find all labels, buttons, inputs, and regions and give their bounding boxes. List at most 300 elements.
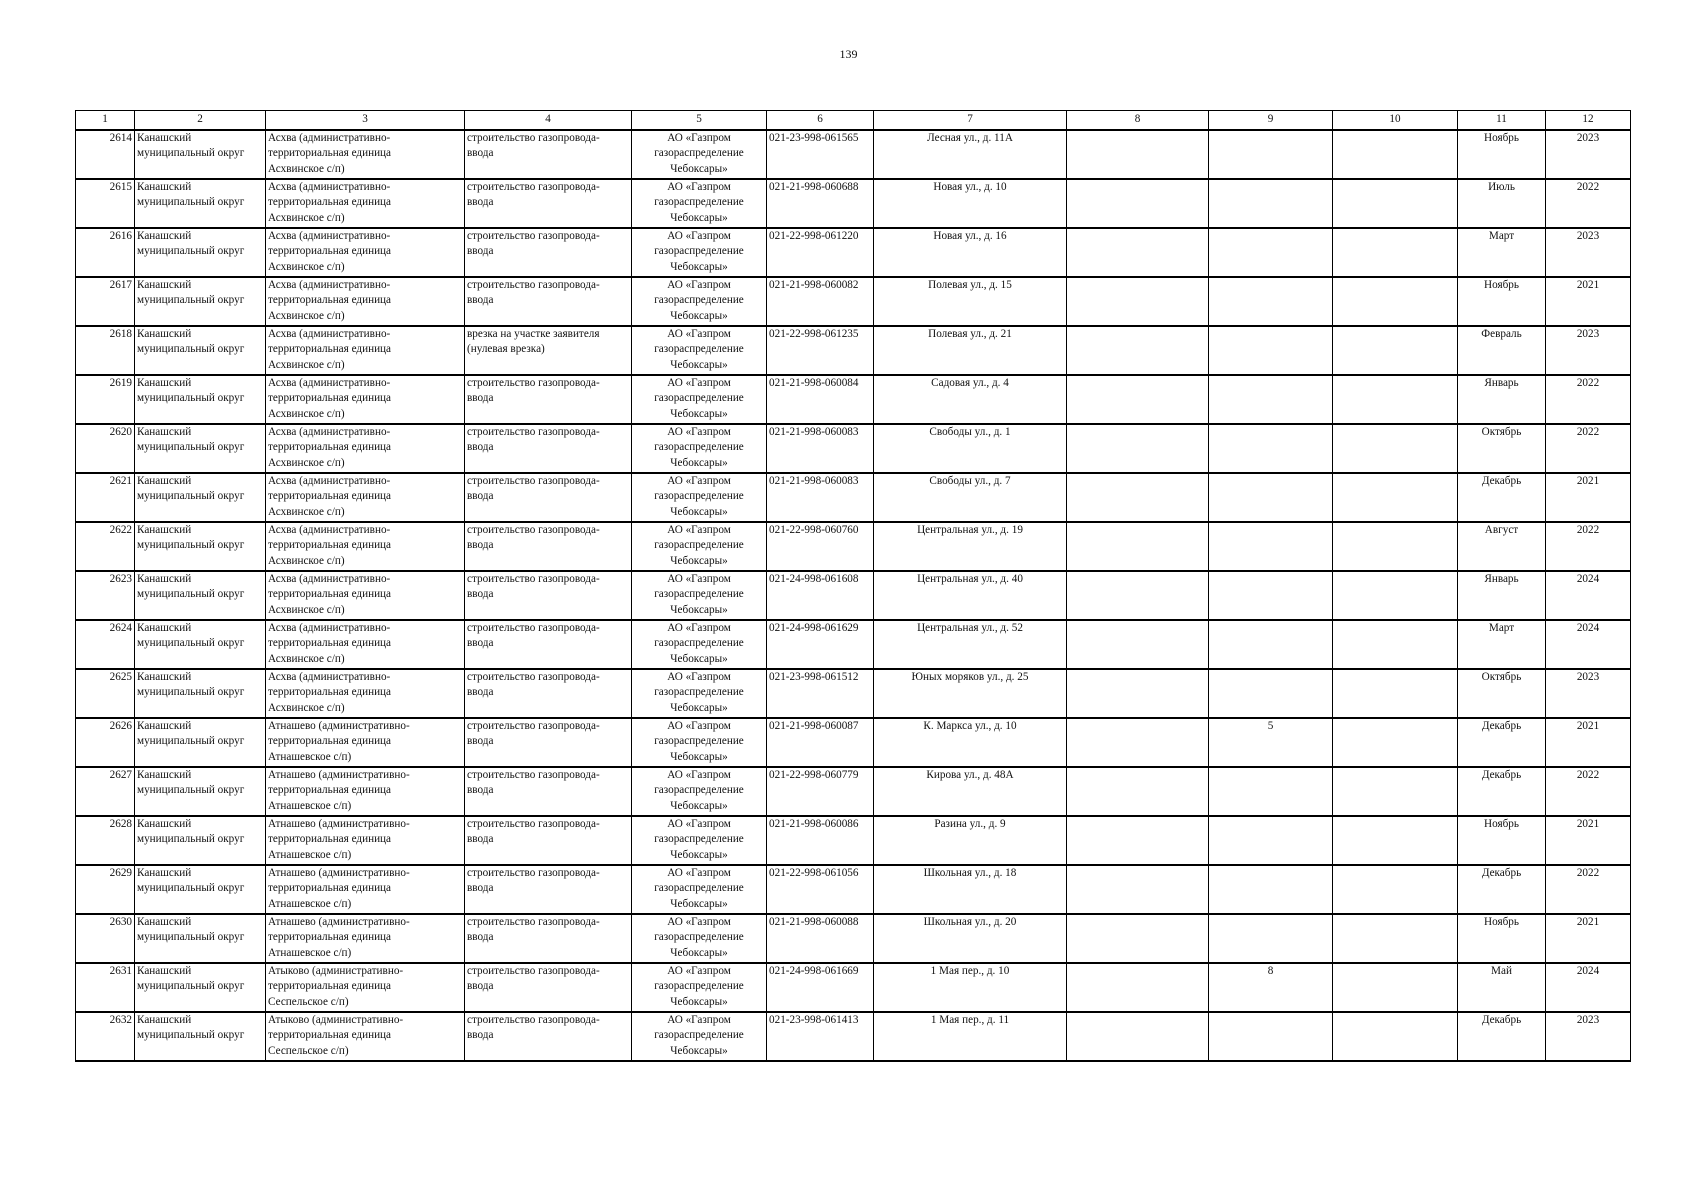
cell-text: Ноябрь <box>1484 279 1519 291</box>
cell-text: К. Маркса ул., д. 10 <box>923 720 1017 732</box>
cell-line: газораспределение <box>654 539 744 552</box>
table-body <box>76 130 1631 1061</box>
cell-work-type <box>465 424 632 473</box>
cell-work-type <box>465 326 632 375</box>
cell-line: муниципальный округ <box>137 588 245 601</box>
cell-address <box>874 816 1067 865</box>
cell-line: газораспределение <box>654 735 744 748</box>
cell-line: АО «Газпром <box>667 818 731 830</box>
cell-line: Чебоксары» <box>670 897 728 910</box>
cell-text: 2022 <box>1576 426 1600 438</box>
cell-text: 021-21-998-060082 <box>769 279 859 291</box>
cell-line: строительство газопровода- <box>467 573 600 585</box>
cell-year <box>1546 424 1631 473</box>
cell-line: Асхвинское с/п) <box>268 652 345 665</box>
cell-line: ввода <box>467 490 494 503</box>
cell-text: Лесная ул., д. 11А <box>927 132 1013 144</box>
cell-line: АО «Газпром <box>667 1014 731 1026</box>
cell-line: ввода <box>467 735 494 748</box>
cell-line: АО «Газпром <box>667 867 731 879</box>
cell-number <box>76 571 135 620</box>
cell-col10 <box>1333 865 1458 914</box>
cell-text: Май <box>1491 965 1512 977</box>
cell-line: муниципальный округ <box>137 343 245 356</box>
cell-text: Декабрь <box>1481 1014 1522 1026</box>
cell-line: Чебоксары» <box>670 309 728 322</box>
cell-work-type <box>465 865 632 914</box>
cell-line: Чебоксары» <box>670 603 728 616</box>
cell-organization <box>632 963 767 1012</box>
cell-text: 2021 <box>1576 818 1600 830</box>
cell-line: газораспределение <box>654 343 744 356</box>
cell-text: 8 <box>1267 965 1274 977</box>
column-header: 7 <box>874 111 1067 131</box>
cell-month <box>1458 620 1546 669</box>
cell-text: Центральная ул., д. 52 <box>917 622 1023 634</box>
cell-text: 2630 <box>109 916 132 928</box>
cell-organization <box>632 424 767 473</box>
cell-text: 021-22-998-061056 <box>769 867 859 879</box>
cell-district <box>135 865 266 914</box>
column-header: 8 <box>1067 111 1209 131</box>
cell-settlement <box>266 669 465 718</box>
cell-line: АО «Газпром <box>667 720 731 732</box>
cell-line: Канашский <box>137 867 192 879</box>
cell-district <box>135 375 266 424</box>
cell-month <box>1458 375 1546 424</box>
cell-text: 021-23-998-061413 <box>769 1014 859 1026</box>
cell-text: Ноябрь <box>1484 916 1519 928</box>
cell-line: строительство газопровода- <box>467 818 600 830</box>
cell-line: ввода <box>467 196 494 209</box>
cell-line: Канашский <box>137 1014 192 1026</box>
cell-number <box>76 963 135 1012</box>
cell-settlement <box>266 179 465 228</box>
cell-month <box>1458 228 1546 277</box>
cell-organization <box>632 326 767 375</box>
cell-line: Асхвинское с/п) <box>268 554 345 567</box>
column-header: 5 <box>632 111 767 131</box>
cell-number <box>76 767 135 816</box>
cell-number <box>76 424 135 473</box>
cell-text: Кирова ул., д. 48А <box>926 769 1014 781</box>
cell-line: газораспределение <box>654 931 744 944</box>
cell-year <box>1546 326 1631 375</box>
cell-line: Асхвинское с/п) <box>268 358 345 371</box>
cell-col9 <box>1209 522 1333 571</box>
cell-code <box>767 620 874 669</box>
cell-text: Декабрь <box>1481 720 1522 732</box>
cell-text: 021-21-998-060086 <box>769 818 859 830</box>
cell-line: газораспределение <box>654 980 744 993</box>
cell-month <box>1458 326 1546 375</box>
cell-line: Асхвинское с/п) <box>268 603 345 616</box>
cell-col9 <box>1209 179 1333 228</box>
cell-line: газораспределение <box>654 882 744 895</box>
cell-col9 <box>1209 669 1333 718</box>
cell-line: газораспределение <box>654 196 744 209</box>
cell-address <box>874 130 1067 179</box>
cell-line: строительство газопровода- <box>467 475 600 487</box>
cell-number <box>76 130 135 179</box>
cell-col10 <box>1333 326 1458 375</box>
cell-line: Атнашево (административно- <box>268 769 410 781</box>
cell-line: муниципальный округ <box>137 686 245 699</box>
cell-text: Центральная ул., д. 19 <box>917 524 1023 536</box>
cell-line: муниципальный округ <box>137 490 245 503</box>
table-row <box>76 963 1631 1012</box>
cell-col10 <box>1333 179 1458 228</box>
cell-text: Школьная ул., д. 18 <box>923 867 1017 879</box>
cell-year <box>1546 571 1631 620</box>
cell-code <box>767 865 874 914</box>
cell-settlement <box>266 767 465 816</box>
cell-line: территориальная единица <box>268 245 392 258</box>
cell-line: территориальная единица <box>268 490 392 503</box>
cell-year <box>1546 963 1631 1012</box>
cell-line: Асхвинское с/п) <box>268 701 345 714</box>
cell-work-type <box>465 179 632 228</box>
cell-line: Асхва (административно- <box>268 622 391 634</box>
cell-line: (нулевая врезка) <box>467 343 545 356</box>
cell-text: 021-22-998-061220 <box>769 230 859 242</box>
cell-col8 <box>1067 571 1209 620</box>
cell-line: Асхва (административно- <box>268 524 391 536</box>
table-row <box>76 375 1631 424</box>
cell-district <box>135 228 266 277</box>
cell-month <box>1458 473 1546 522</box>
cell-year <box>1546 522 1631 571</box>
cell-organization <box>632 571 767 620</box>
cell-organization <box>632 816 767 865</box>
cell-text: 2022 <box>1576 769 1600 781</box>
cell-text: Садовая ул., д. 4 <box>931 377 1009 389</box>
cell-text: 021-21-998-060083 <box>769 475 859 487</box>
cell-col10 <box>1333 130 1458 179</box>
cell-line: Чебоксары» <box>670 456 728 469</box>
cell-number <box>76 718 135 767</box>
cell-work-type <box>465 669 632 718</box>
cell-text: 021-21-998-060688 <box>769 181 859 193</box>
cell-col9 <box>1209 865 1333 914</box>
cell-line: Чебоксары» <box>670 162 728 175</box>
cell-col8 <box>1067 228 1209 277</box>
cell-line: муниципальный округ <box>137 539 245 552</box>
cell-line: строительство газопровода- <box>467 524 600 536</box>
cell-year <box>1546 130 1631 179</box>
cell-year <box>1546 1012 1631 1061</box>
cell-line: муниципальный округ <box>137 833 245 846</box>
cell-text: 2023 <box>1576 132 1600 144</box>
cell-text: Центральная ул., д. 40 <box>917 573 1023 585</box>
cell-col9 <box>1209 1012 1333 1061</box>
cell-line: муниципальный округ <box>137 931 245 944</box>
cell-col10 <box>1333 1012 1458 1061</box>
cell-text: Свободы ул., д. 1 <box>929 426 1011 438</box>
cell-address <box>874 522 1067 571</box>
cell-number <box>76 473 135 522</box>
cell-line: территориальная единица <box>268 147 392 160</box>
cell-address <box>874 669 1067 718</box>
cell-text: Февраль <box>1481 328 1522 340</box>
cell-text: 021-21-998-060084 <box>769 377 859 389</box>
cell-line: Атнашевское с/п) <box>268 897 352 910</box>
cell-text: Новая ул., д. 10 <box>933 181 1007 193</box>
cell-line: Асхва (административно- <box>268 573 391 585</box>
cell-text: 2627 <box>109 769 132 781</box>
cell-year <box>1546 473 1631 522</box>
cell-line: муниципальный округ <box>137 294 245 307</box>
cell-district <box>135 424 266 473</box>
cell-line: строительство газопровода- <box>467 622 600 634</box>
cell-text: 2628 <box>109 818 132 830</box>
cell-line: территориальная единица <box>268 833 392 846</box>
table-row <box>76 571 1631 620</box>
cell-address <box>874 914 1067 963</box>
cell-text: 2023 <box>1576 328 1600 340</box>
cell-line: Атыково (административно- <box>268 1014 404 1026</box>
cell-line: Асхва (административно- <box>268 426 391 438</box>
cell-text: 2023 <box>1576 230 1600 242</box>
cell-line: ввода <box>467 931 494 944</box>
cell-code <box>767 424 874 473</box>
cell-col9 <box>1209 816 1333 865</box>
cell-address <box>874 865 1067 914</box>
cell-text: 2022 <box>1576 377 1600 389</box>
cell-code <box>767 816 874 865</box>
cell-organization <box>632 718 767 767</box>
cell-code <box>767 375 874 424</box>
cell-line: Асхвинское с/п) <box>268 260 345 273</box>
cell-line: Чебоксары» <box>670 505 728 518</box>
cell-year <box>1546 375 1631 424</box>
cell-code <box>767 914 874 963</box>
cell-code <box>767 228 874 277</box>
table-row <box>76 865 1631 914</box>
cell-col9 <box>1209 277 1333 326</box>
cell-col8 <box>1067 718 1209 767</box>
cell-line: Асхвинское с/п) <box>268 211 345 224</box>
cell-code <box>767 473 874 522</box>
cell-work-type <box>465 277 632 326</box>
cell-col9 <box>1209 767 1333 816</box>
cell-line: территориальная единица <box>268 980 392 993</box>
cell-line: газораспределение <box>654 833 744 846</box>
cell-line: Канашский <box>137 818 192 830</box>
cell-year <box>1546 914 1631 963</box>
cell-district <box>135 914 266 963</box>
cell-line: Асхва (административно- <box>268 377 391 389</box>
cell-text: 021-22-998-060779 <box>769 769 859 781</box>
cell-line: Чебоксары» <box>670 260 728 273</box>
cell-work-type <box>465 620 632 669</box>
cell-district <box>135 571 266 620</box>
cell-line: врезка на участке заявителя <box>467 328 600 340</box>
cell-line: Канашский <box>137 769 192 781</box>
cell-month <box>1458 767 1546 816</box>
column-header: 1 <box>76 111 135 131</box>
cell-line: Чебоксары» <box>670 750 728 763</box>
cell-work-type <box>465 767 632 816</box>
cell-district <box>135 522 266 571</box>
cell-number <box>76 326 135 375</box>
cell-text: 1 Мая пер., д. 10 <box>930 965 1010 977</box>
cell-settlement <box>266 277 465 326</box>
cell-line: территориальная единица <box>268 294 392 307</box>
cell-text: 2631 <box>109 965 132 977</box>
cell-text: Октябрь <box>1481 426 1522 438</box>
cell-organization <box>632 473 767 522</box>
cell-district <box>135 767 266 816</box>
cell-line: АО «Газпром <box>667 965 731 977</box>
cell-year <box>1546 228 1631 277</box>
cell-col8 <box>1067 424 1209 473</box>
cell-col10 <box>1333 767 1458 816</box>
cell-line: Чебоксары» <box>670 211 728 224</box>
cell-col10 <box>1333 277 1458 326</box>
cell-text: Юных моряков ул., д. 25 <box>911 671 1029 683</box>
cell-settlement <box>266 130 465 179</box>
cell-district <box>135 963 266 1012</box>
cell-settlement <box>266 522 465 571</box>
column-header: 2 <box>135 111 266 131</box>
cell-address <box>874 1012 1067 1061</box>
table-row <box>76 718 1631 767</box>
cell-address <box>874 326 1067 375</box>
cell-work-type <box>465 914 632 963</box>
cell-line: строительство газопровода- <box>467 720 600 732</box>
cell-col10 <box>1333 473 1458 522</box>
cell-line: ввода <box>467 294 494 307</box>
cell-year <box>1546 865 1631 914</box>
cell-line: Канашский <box>137 181 192 193</box>
cell-text: Ноябрь <box>1484 132 1519 144</box>
header-row <box>76 111 1631 131</box>
cell-line: муниципальный округ <box>137 147 245 160</box>
cell-settlement <box>266 963 465 1012</box>
cell-col8 <box>1067 473 1209 522</box>
cell-text: Свободы ул., д. 7 <box>929 475 1011 487</box>
cell-month <box>1458 963 1546 1012</box>
cell-line: муниципальный округ <box>137 980 245 993</box>
cell-month <box>1458 424 1546 473</box>
cell-line: ввода <box>467 784 494 797</box>
cell-address <box>874 228 1067 277</box>
cell-text: 2629 <box>109 867 132 879</box>
cell-text: Декабрь <box>1481 867 1522 879</box>
cell-text: 021-22-998-061235 <box>769 328 859 340</box>
column-header: 11 <box>1458 111 1546 131</box>
cell-text: Полевая ул., д. 21 <box>928 328 1012 340</box>
cell-work-type <box>465 718 632 767</box>
cell-text: 2624 <box>109 622 132 634</box>
cell-number <box>76 522 135 571</box>
cell-settlement <box>266 375 465 424</box>
cell-line: Асхва (административно- <box>268 230 391 242</box>
cell-text: 021-21-998-060083 <box>769 426 859 438</box>
cell-line: газораспределение <box>654 245 744 258</box>
cell-col9 <box>1209 375 1333 424</box>
cell-line: газораспределение <box>654 588 744 601</box>
cell-line: муниципальный округ <box>137 441 245 454</box>
cell-address <box>874 767 1067 816</box>
cell-number <box>76 816 135 865</box>
cell-line: Чебоксары» <box>670 799 728 812</box>
cell-col8 <box>1067 767 1209 816</box>
cell-line: строительство газопровода- <box>467 965 600 977</box>
cell-number <box>76 179 135 228</box>
cell-line: Канашский <box>137 132 192 144</box>
cell-line: Чебоксары» <box>670 995 728 1008</box>
cell-line: строительство газопровода- <box>467 279 600 291</box>
table-row <box>76 669 1631 718</box>
cell-text: 2618 <box>109 328 132 340</box>
cell-col9 <box>1209 718 1333 767</box>
column-header: 6 <box>767 111 874 131</box>
cell-year <box>1546 620 1631 669</box>
cell-col10 <box>1333 669 1458 718</box>
cell-text: 021-23-998-061512 <box>769 671 859 683</box>
cell-line: муниципальный округ <box>137 784 245 797</box>
cell-text: 2619 <box>109 377 132 389</box>
cell-col10 <box>1333 424 1458 473</box>
cell-line: газораспределение <box>654 441 744 454</box>
cell-month <box>1458 522 1546 571</box>
cell-work-type <box>465 522 632 571</box>
table-row <box>76 1012 1631 1061</box>
cell-line: ввода <box>467 392 494 405</box>
cell-organization <box>632 375 767 424</box>
cell-organization <box>632 179 767 228</box>
cell-address <box>874 571 1067 620</box>
cell-line: территориальная единица <box>268 539 392 552</box>
cell-line: Асхва (административно- <box>268 181 391 193</box>
cell-code <box>767 277 874 326</box>
cell-settlement <box>266 816 465 865</box>
cell-line: Атыково (административно- <box>268 965 404 977</box>
cell-line: газораспределение <box>654 686 744 699</box>
cell-code <box>767 767 874 816</box>
cell-col10 <box>1333 816 1458 865</box>
cell-district <box>135 473 266 522</box>
cell-col8 <box>1067 130 1209 179</box>
cell-line: Атнашевское с/п) <box>268 848 352 861</box>
cell-col8 <box>1067 179 1209 228</box>
cell-line: строительство газопровода- <box>467 181 600 193</box>
cell-line: строительство газопровода- <box>467 132 600 144</box>
cell-month <box>1458 130 1546 179</box>
cell-line: территориальная единица <box>268 735 392 748</box>
cell-line: ввода <box>467 686 494 699</box>
cell-text: 021-24-998-061629 <box>769 622 859 634</box>
cell-text: 2626 <box>109 720 132 732</box>
cell-line: строительство газопровода- <box>467 1014 600 1026</box>
cell-line: газораспределение <box>654 294 744 307</box>
cell-number <box>76 228 135 277</box>
table-row <box>76 228 1631 277</box>
cell-text: Июль <box>1488 181 1515 193</box>
cell-text: 2024 <box>1576 573 1600 585</box>
cell-line: Чебоксары» <box>670 652 728 665</box>
cell-text: Август <box>1484 524 1519 536</box>
cell-year <box>1546 277 1631 326</box>
cell-line: Асхва (административно- <box>268 132 391 144</box>
cell-text: 2623 <box>109 573 132 585</box>
table-row <box>76 914 1631 963</box>
cell-line: строительство газопровода- <box>467 230 600 242</box>
cell-settlement <box>266 424 465 473</box>
cell-line: ввода <box>467 1029 494 1042</box>
